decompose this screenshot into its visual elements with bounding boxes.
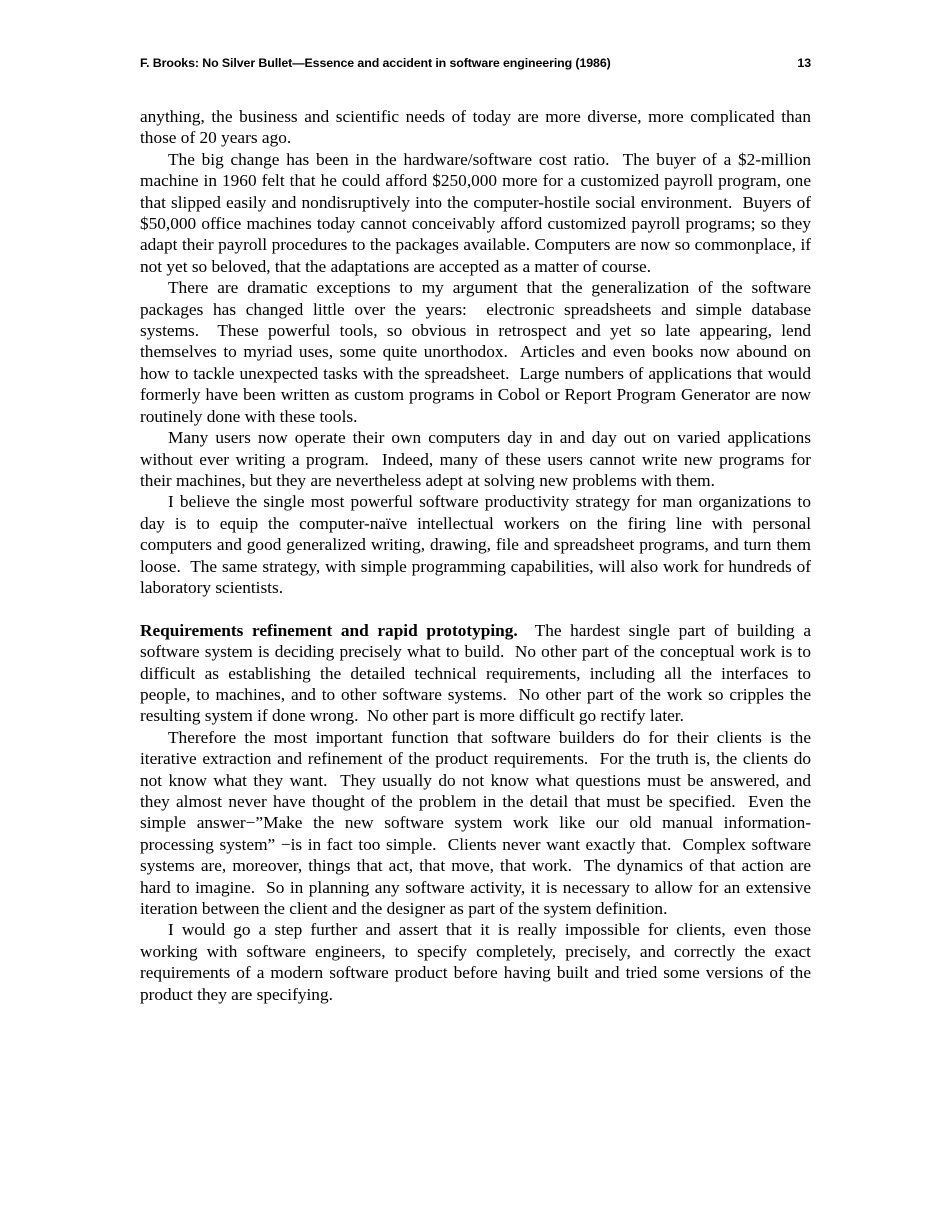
page-number: 13	[797, 56, 811, 70]
section-heading: Requirements refinement and rapid prototyping.	[140, 620, 518, 640]
paragraph-users: Many users now operate their own computers day in and day out on varied applications without ever writing a program. Indeed, many of these users cannot write new programs for their machines, but they are nevertheless adept at solving new problems with them.	[140, 428, 811, 490]
paragraph-strategy: I believe the single most powerful software productivity strategy for man organizations to day is to equip the computer-naïve intellectual workers on the firing line with personal computers and good generalized writing, drawing, file and spreadsheet programs, and turn them loose. The same strategy, with simple programming capabilities, will also work for hundreds of laboratory scientists.	[140, 492, 811, 597]
section-lead-text: The hardest single part of building a software system is deciding precisely what to build. No other part of the conceptual work is to difficult as establishing the detailed technical requirements, including all the interfaces to people, to machines, and to other software systems. No other part of the work so cripples the resulting system if done wrong. No other part is more difficult go rectify later.	[140, 620, 811, 726]
paragraph-cost-ratio: The big change has been in the hardware/software cost ratio. The buyer of a $2-million machine in 1960 felt that he could afford $250,000 more for a customized payroll program, one that slipped easily and nondisruptively into the computer-hostile social environment. Buyers of $50,000 office machines today cannot conceivably afford customized payroll programs; so they adapt their payroll procedures to the packages available. Computers are now so commonplace, if not yet so beloved, that the adaptations are accepted as a matter of course.	[140, 149, 811, 276]
paragraph-exceptions: There are dramatic exceptions to my argument that the generalization of the software packages has changed little over the years: electronic spreadsheets and simple database systems. These powerful tools, so obvious in retrospect and yet so late appearing, lend themselves to myriad uses, some quite unorthodox. Articles and even books now abound on how to tackle unexpected tasks with the spreadsheet. Large numbers of applications that would formerly have been written as custom programs in Cobol or Report Program Generator are now routinely done with these tools.	[140, 278, 811, 426]
body-text	[140, 106, 811, 1005]
paragraph-iterative-extraction: Therefore the most important function that software builders do for their clients is the iterative extraction and refinement of the product requirements. For the truth is, the clients do not know what they want. They usually do not know what questions must be answered, and they almost never have thought of the problem in the detail that must be specified. Even the simple answer−”Make the new software system work like our old manual information-processing system” −is in fact too simple. Clients never want exactly that. Complex software systems are, moreover, things that act, that move, that work. The dynamics of that action are hard to imagine. So in planning any software activity, it is necessary to allow for an extensive iteration between the client and the designer as part of the system definition.	[140, 727, 811, 919]
paragraph-impossible-specify: I would go a step further and assert that it is really impossible for clients, even those working with software engineers, to specify completely, precisely, and correctly the exact requirements of a modern software product before having built and tried some versions of the product they are specifying.	[140, 920, 811, 1004]
document-page	[140, 56, 811, 1005]
running-header	[140, 56, 811, 70]
section-requirements-lead	[140, 620, 811, 727]
paragraph-continuation: anything, the business and scientific needs of today are more diverse, more complicated than those of 20 years ago.	[140, 107, 811, 148]
header-title: F. Brooks: No Silver Bullet—Essence and accident in software engineering (1986)	[140, 56, 611, 70]
